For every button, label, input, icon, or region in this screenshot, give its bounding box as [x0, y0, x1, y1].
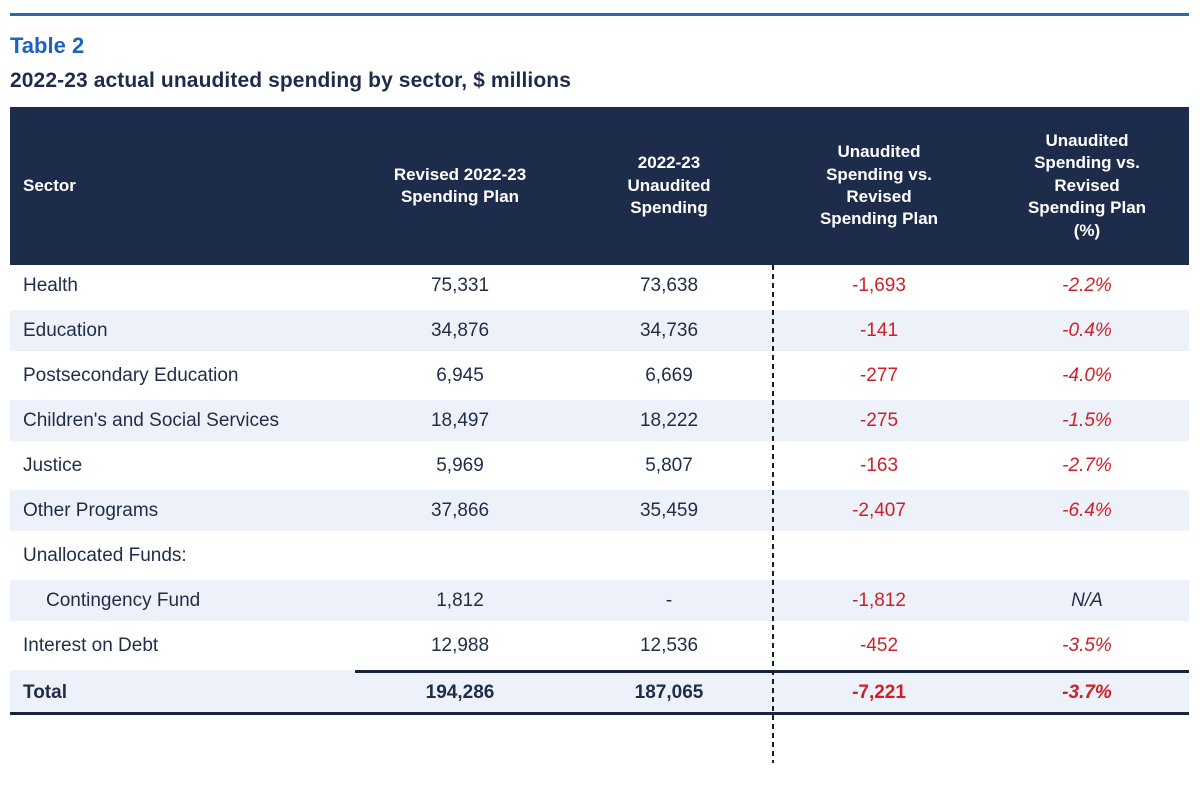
sector-cell: Contingency Fund	[10, 580, 355, 625]
page-subtitle: 2022-23 actual unaudited spending by sector, $ millions	[10, 69, 571, 92]
total-plan-value: 194,286	[355, 670, 565, 715]
table-body	[10, 265, 1189, 715]
plan-value-cell	[355, 535, 565, 580]
table-row	[10, 355, 1189, 400]
table-row	[10, 265, 1189, 310]
diff-value-cell: -1,693	[773, 265, 985, 310]
unaudited-value-cell: -	[565, 580, 773, 625]
pct-value-cell: -2.2%	[985, 265, 1189, 310]
table-row	[10, 310, 1189, 355]
sector-cell: Unallocated Funds:	[10, 535, 355, 580]
sector-cell: Health	[10, 265, 355, 310]
plan-value-cell: 75,331	[355, 265, 565, 310]
table-row	[10, 445, 1189, 490]
plan-value-cell: 18,497	[355, 400, 565, 445]
table-row	[10, 400, 1189, 445]
column-header-variance-pct: Unaudited Spending vs. Revised Spending Plan (%)	[985, 107, 1189, 265]
sector-cell: Postsecondary Education	[10, 355, 355, 400]
plan-value-cell: 34,876	[355, 310, 565, 355]
pct-value-cell: -6.4%	[985, 490, 1189, 535]
column-header-sector: Sector	[10, 107, 355, 265]
sector-cell: Interest on Debt	[10, 625, 355, 670]
page-title: Table 2	[10, 33, 85, 58]
diff-value-cell: -1,812	[773, 580, 985, 625]
unaudited-value-cell: 12,536	[565, 625, 773, 670]
diff-value-cell: -277	[773, 355, 985, 400]
spending-table-wrapper	[10, 107, 1189, 715]
column-header-variance: Unaudited Spending vs. Revised Spending Plan	[773, 107, 985, 265]
spending-table	[10, 107, 1189, 715]
sector-cell: Other Programs	[10, 490, 355, 535]
table-row	[10, 535, 1189, 580]
diff-value-cell: -452	[773, 625, 985, 670]
plan-value-cell: 12,988	[355, 625, 565, 670]
plan-value-cell: 1,812	[355, 580, 565, 625]
plan-value-cell: 5,969	[355, 445, 565, 490]
pct-value-cell: -3.5%	[985, 625, 1189, 670]
pct-value-cell: N/A	[985, 580, 1189, 625]
unaudited-value-cell	[565, 535, 773, 580]
unaudited-value-cell: 35,459	[565, 490, 773, 535]
column-header-revised-plan: Revised 2022-23 Spending Plan	[355, 107, 565, 265]
total-label: Total	[10, 670, 355, 715]
total-diff-value: -7,221	[773, 670, 985, 715]
total-pct-value: -3.7%	[985, 670, 1189, 715]
pct-value-cell: -2.7%	[985, 445, 1189, 490]
unaudited-value-cell: 5,807	[565, 445, 773, 490]
diff-value-cell: -275	[773, 400, 985, 445]
table-row	[10, 580, 1189, 625]
table-row	[10, 625, 1189, 670]
table-header-row	[10, 107, 1189, 265]
diff-value-cell: -141	[773, 310, 985, 355]
top-divider-rule	[10, 13, 1189, 16]
pct-value-cell: -0.4%	[985, 310, 1189, 355]
sector-cell: Justice	[10, 445, 355, 490]
pct-value-cell: -4.0%	[985, 355, 1189, 400]
diff-value-cell: -163	[773, 445, 985, 490]
unaudited-value-cell: 18,222	[565, 400, 773, 445]
table-row	[10, 490, 1189, 535]
pct-value-cell	[985, 535, 1189, 580]
diff-value-cell: -2,407	[773, 490, 985, 535]
total-unaudited-value: 187,065	[565, 670, 773, 715]
unaudited-value-cell: 73,638	[565, 265, 773, 310]
column-header-unaudited-spending: 2022-23 Unaudited Spending	[565, 107, 773, 265]
pct-value-cell: -1.5%	[985, 400, 1189, 445]
plan-value-cell: 6,945	[355, 355, 565, 400]
total-row	[10, 670, 1189, 715]
unaudited-value-cell: 6,669	[565, 355, 773, 400]
sector-cell: Education	[10, 310, 355, 355]
diff-value-cell	[773, 535, 985, 580]
unaudited-value-cell: 34,736	[565, 310, 773, 355]
plan-value-cell: 37,866	[355, 490, 565, 535]
sector-cell: Children's and Social Services	[10, 400, 355, 445]
